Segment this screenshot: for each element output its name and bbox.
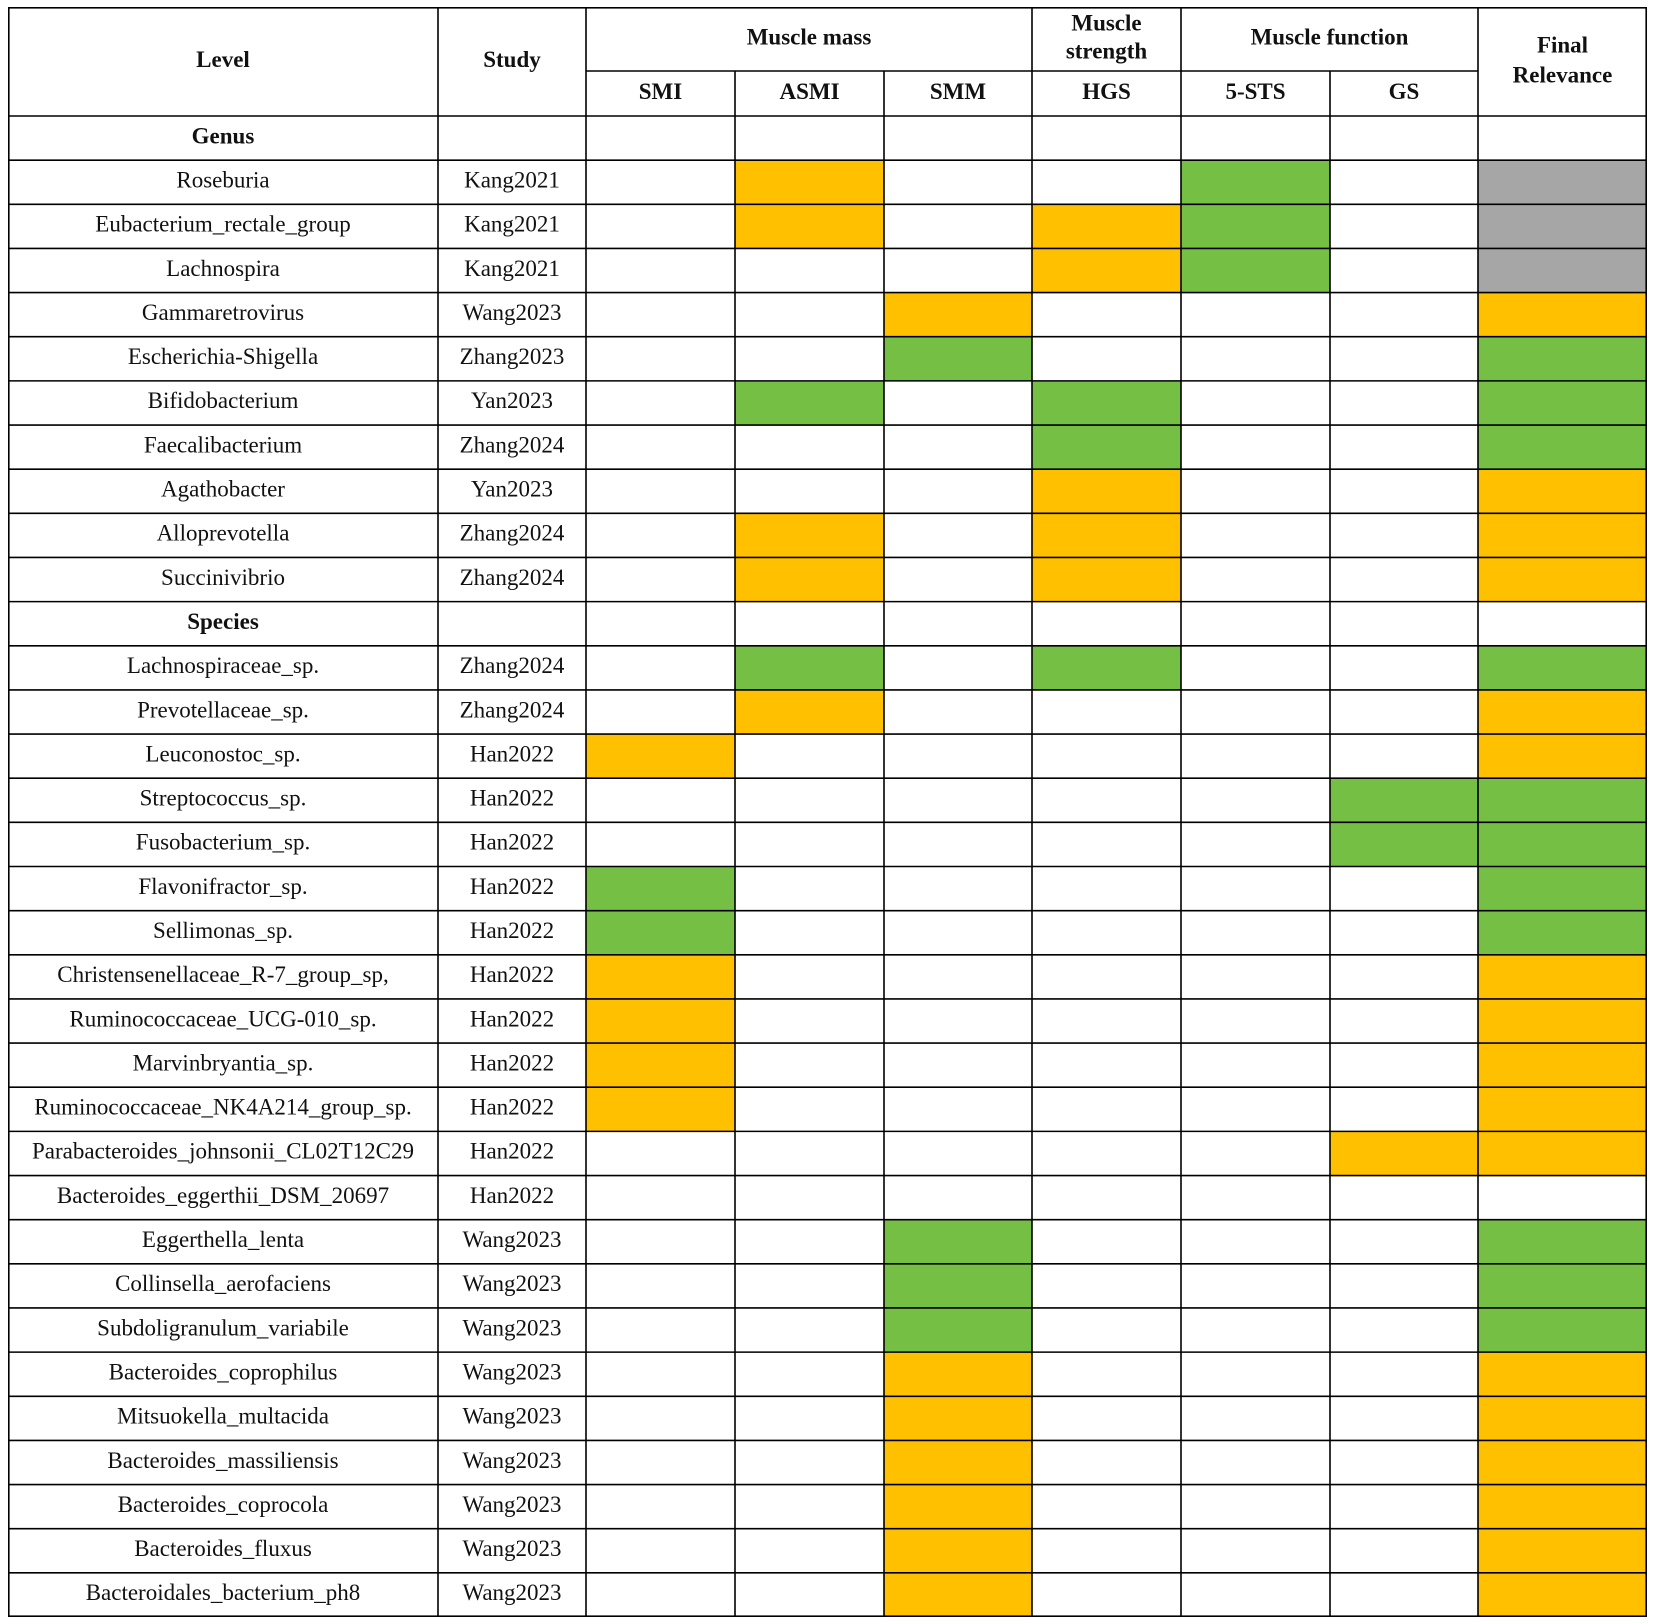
cell-fill <box>1181 204 1330 248</box>
header-column-asmi: ASMI <box>779 78 840 104</box>
header-group-label: strength <box>1065 38 1148 64</box>
cell-fill <box>1478 1440 1647 1484</box>
cell-fill <box>1478 646 1647 690</box>
row-level-label: Bacteroides_massiliensis <box>107 1447 339 1473</box>
cell-fill <box>586 734 735 778</box>
row-level-label: Ruminococcaceae_NK4A214_group_sp. <box>34 1094 412 1120</box>
cell-fill <box>1478 867 1647 911</box>
cell-fill <box>1032 425 1181 469</box>
cell-fill <box>1478 204 1647 248</box>
row-study-label: Zhang2024 <box>459 520 565 546</box>
cell-fill <box>884 1440 1032 1484</box>
section-label: Genus <box>191 123 255 149</box>
row-level-label: Parabacteroides_johnsonii_CL02T12C29 <box>32 1138 414 1164</box>
cell-fill <box>884 1220 1032 1264</box>
cell-fill <box>735 646 884 690</box>
row-study-label: Han2022 <box>469 1006 555 1032</box>
cell-fill <box>1478 955 1647 999</box>
row-level-label: Prevotellaceae_sp. <box>137 697 309 723</box>
cell-fill <box>884 1308 1032 1352</box>
row-level-label: Bacteroides_eggerthii_DSM_20697 <box>56 1182 390 1208</box>
cell-fill <box>586 955 735 999</box>
cell-fill <box>1478 1396 1647 1440</box>
cell-fill <box>735 160 884 204</box>
cell-fill <box>1478 822 1647 866</box>
row-study-label: Han2022 <box>469 741 555 767</box>
row-study-label: Zhang2024 <box>459 653 565 679</box>
row-study-label: Zhang2024 <box>459 697 565 723</box>
row-level-label: Bacteroides_coprophilus <box>108 1359 338 1385</box>
cell-fill <box>1478 557 1647 601</box>
row-level-label: Bacteroidales_bacterium_ph8 <box>85 1580 361 1606</box>
row-study-label: Wang2023 <box>462 1271 562 1297</box>
row-level-label: Fusobacterium_sp. <box>135 829 311 855</box>
row-level-label: Eubacterium_rectale_group <box>95 211 351 237</box>
row-study-label: Wang2023 <box>462 1403 562 1429</box>
row-level-label: Ruminococcaceae_UCG-010_sp. <box>69 1006 377 1032</box>
header-study: Study <box>483 46 541 72</box>
row-study-label: Wang2023 <box>462 1315 562 1341</box>
cell-fill <box>1032 557 1181 601</box>
relevance-table-svg <box>8 7 1647 1617</box>
header-column-5-sts: 5-STS <box>1225 78 1286 104</box>
row-level-label: Flavonifractor_sp. <box>138 873 308 899</box>
header-group-label: Muscle function <box>1250 24 1409 50</box>
cell-fill <box>1478 999 1647 1043</box>
cell-fill <box>1478 1352 1647 1396</box>
cell-fill <box>1032 646 1181 690</box>
row-study-label: Zhang2024 <box>459 432 565 458</box>
cell-fill <box>1478 1308 1647 1352</box>
row-study-label: Han2022 <box>469 829 555 855</box>
cell-fill <box>1032 513 1181 557</box>
row-study-label: Yan2023 <box>470 388 554 414</box>
cell-fill <box>884 1352 1032 1396</box>
cell-fill <box>1478 778 1647 822</box>
row-study-label: Zhang2024 <box>459 564 565 590</box>
header-column-gs: GS <box>1388 78 1420 104</box>
cell-fill <box>1032 248 1181 292</box>
row-level-label: Alloprevotella <box>156 520 290 546</box>
row-study-label: Wang2023 <box>462 1447 562 1473</box>
cell-fill <box>1032 469 1181 513</box>
header-final-relevance: Relevance <box>1512 62 1613 88</box>
row-study-label: Han2022 <box>469 785 555 811</box>
row-level-label: Collinsella_aerofaciens <box>115 1271 331 1297</box>
row-study-label: Han2022 <box>469 1138 555 1164</box>
row-level-label: Succinivibrio <box>161 564 285 590</box>
row-level-label: Leuconostoc_sp. <box>145 741 301 767</box>
row-study-label: Wang2023 <box>462 299 562 325</box>
cell-fill <box>884 337 1032 381</box>
cell-fill <box>1478 690 1647 734</box>
cell-fill <box>1478 1264 1647 1308</box>
row-level-label: Subdoligranulum_variabile <box>97 1315 349 1341</box>
cell-fill <box>1478 337 1647 381</box>
row-level-label: Mitsuokella_multacida <box>116 1403 330 1429</box>
cell-fill <box>884 1396 1032 1440</box>
cell-fill <box>735 557 884 601</box>
row-level-label: Streptococcus_sp. <box>139 785 307 811</box>
cell-fill <box>735 690 884 734</box>
cell-fill <box>1478 160 1647 204</box>
cell-fill <box>1032 381 1181 425</box>
row-level-label: Escherichia-Shigella <box>127 344 319 370</box>
cell-fill <box>735 204 884 248</box>
cell-fill <box>1478 734 1647 778</box>
cell-fill <box>586 911 735 955</box>
row-study-label: Han2022 <box>469 873 555 899</box>
header-group-label: Muscle <box>1071 10 1142 36</box>
row-study-label: Han2022 <box>469 962 555 988</box>
header-column-hgs: HGS <box>1082 78 1131 104</box>
cell-fill <box>1478 469 1647 513</box>
cell-fill <box>1478 1043 1647 1087</box>
row-level-label: Sellimonas_sp. <box>153 918 293 944</box>
row-level-label: Bacteroides_coprocola <box>117 1491 329 1517</box>
cell-fill <box>1478 1529 1647 1573</box>
section-label: Species <box>187 608 259 634</box>
row-study-label: Wang2023 <box>462 1359 562 1385</box>
cell-fill <box>1181 248 1330 292</box>
cell-fill <box>586 867 735 911</box>
row-level-label: Faecalibacterium <box>143 432 303 458</box>
row-study-label: Han2022 <box>469 918 555 944</box>
cell-fill <box>1032 204 1181 248</box>
cell-fill <box>1478 248 1647 292</box>
row-study-label: Wang2023 <box>462 1580 562 1606</box>
cell-fill <box>1478 1573 1647 1617</box>
header-group-label: Muscle mass <box>746 24 872 50</box>
cell-fill <box>884 1264 1032 1308</box>
row-study-label: Han2022 <box>469 1182 555 1208</box>
cell-fill <box>884 293 1032 337</box>
row-level-label: Bacteroides_fluxus <box>134 1536 312 1562</box>
row-level-label: Lachnospiraceae_sp. <box>126 653 320 679</box>
row-study-label: Wang2023 <box>462 1491 562 1517</box>
cell-fill <box>1478 425 1647 469</box>
row-study-label: Yan2023 <box>470 476 554 502</box>
row-level-label: Roseburia <box>176 167 270 193</box>
row-study-label: Han2022 <box>469 1094 555 1120</box>
cell-fill <box>1330 822 1478 866</box>
row-study-label: Han2022 <box>469 1050 555 1076</box>
cell-fill <box>586 1043 735 1087</box>
row-study-label: Kang2021 <box>464 255 560 281</box>
cell-fill <box>1181 160 1330 204</box>
header-final-relevance: Final <box>1536 32 1589 58</box>
cell-fill <box>1478 1485 1647 1529</box>
row-level-label: Agathobacter <box>161 476 285 502</box>
row-study-label: Wang2023 <box>462 1227 562 1253</box>
row-level-label: Bifidobacterium <box>147 388 299 414</box>
header-column-smm: SMM <box>929 78 987 104</box>
cell-fill <box>735 513 884 557</box>
header-level: Level <box>196 46 250 72</box>
cell-fill <box>1330 1131 1478 1175</box>
cell-fill <box>586 1087 735 1131</box>
row-level-label: Marvinbryantia_sp. <box>132 1050 314 1076</box>
row-level-label: Eggerthella_lenta <box>141 1227 305 1253</box>
cell-fill <box>884 1573 1032 1617</box>
row-level-label: Christensenellaceae_R-7_group_sp, <box>57 962 389 988</box>
cell-fill <box>884 1485 1032 1529</box>
cell-fill <box>1478 1220 1647 1264</box>
row-study-label: Kang2021 <box>464 211 560 237</box>
cell-fill <box>1478 911 1647 955</box>
header-column-smi: SMI <box>638 78 683 104</box>
cell-fill <box>735 381 884 425</box>
row-study-label: Zhang2023 <box>459 344 565 370</box>
cell-fill <box>1330 778 1478 822</box>
cell-fill <box>1478 513 1647 557</box>
cell-fill <box>1478 1087 1647 1131</box>
cell-fill <box>884 1529 1032 1573</box>
row-study-label: Kang2021 <box>464 167 560 193</box>
cell-fill <box>1478 381 1647 425</box>
cell-fill <box>586 999 735 1043</box>
row-level-label: Gammaretrovirus <box>141 299 305 325</box>
cell-fill <box>1478 1131 1647 1175</box>
cell-fill <box>1478 293 1647 337</box>
relevance-table <box>8 7 1647 1617</box>
row-study-label: Wang2023 <box>462 1536 562 1562</box>
row-level-label: Lachnospira <box>166 255 280 281</box>
